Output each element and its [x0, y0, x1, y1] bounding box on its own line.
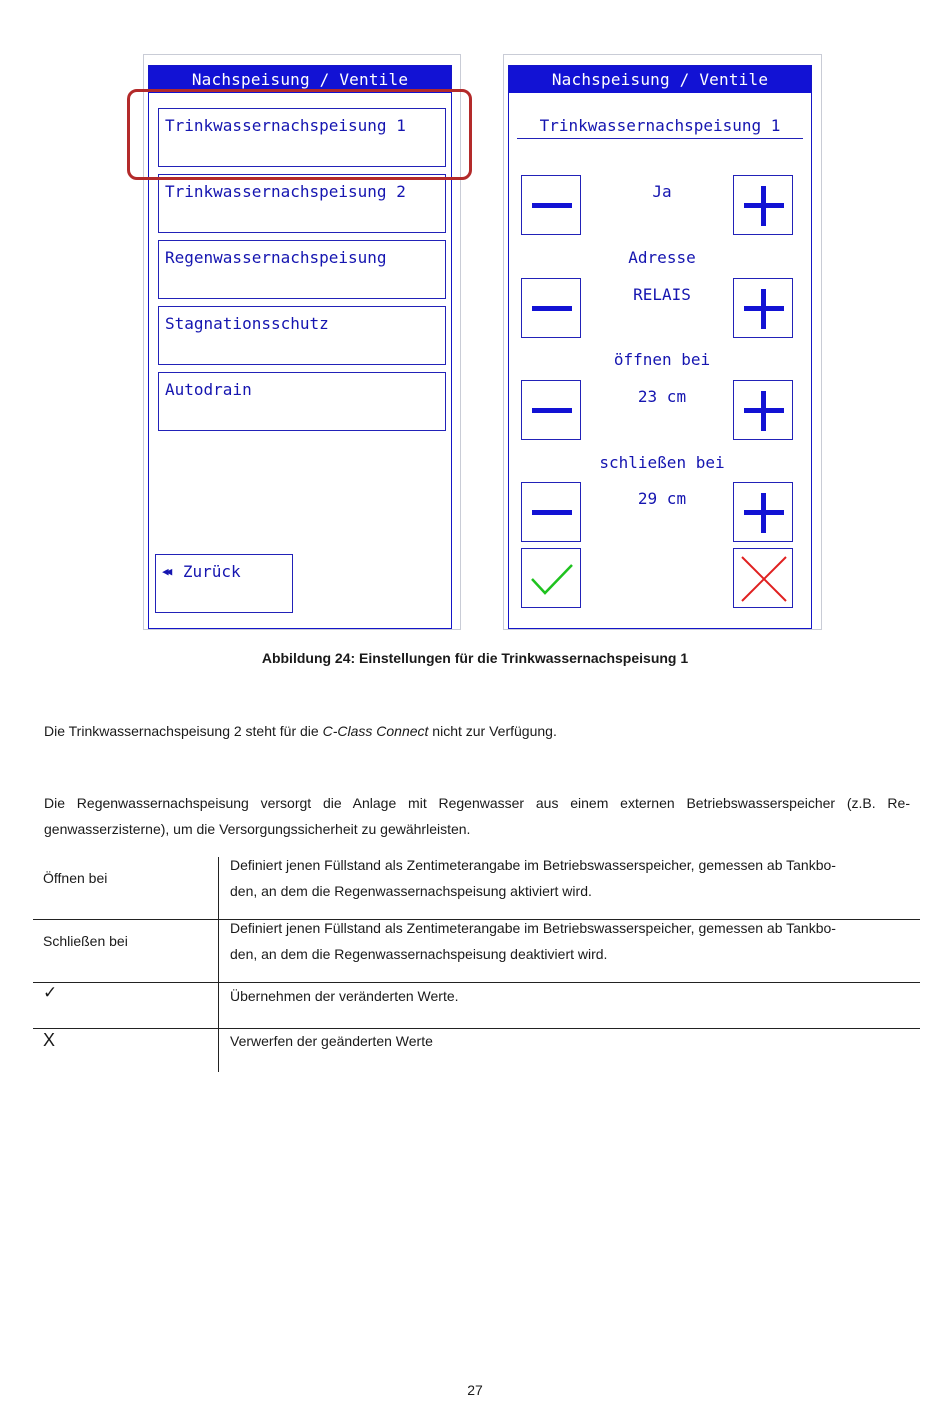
checkmark-icon: [522, 549, 582, 609]
table-term-oeffnen: Öffnen bei: [43, 870, 108, 886]
open-value: 23 cm: [637, 387, 687, 406]
close-plus-button[interactable]: [733, 482, 793, 542]
table-desc-checkmark: Übernehmen der veränderten Werte.: [230, 988, 459, 1004]
menu-item-label: Regenwassernachspeisung: [165, 248, 387, 267]
close-minus-button[interactable]: [521, 482, 581, 542]
table-term-x: X: [43, 1030, 56, 1050]
menu-item-trinkwasser-2[interactable]: [158, 174, 446, 233]
minus-icon: [522, 279, 582, 339]
menu-item-autodrain[interactable]: [158, 372, 446, 431]
table-desc-x: Verwerfen der geänderten Werte: [230, 1033, 433, 1049]
figure-caption: Abbildung 24: Einstellungen für die Trinkwassernachspeisung 1: [261, 650, 689, 666]
product-name: C-Class Connect: [322, 723, 429, 739]
table-desc-line: Definiert jenen Füllstand als Zentimeterangabe im Betriebswasserspeicher, gemessen ab Tankbo-: [230, 920, 836, 936]
plus-icon: [734, 279, 794, 339]
page-number: 27: [467, 1382, 483, 1398]
right-screen-frame: [508, 65, 812, 629]
address-plus-button[interactable]: [733, 278, 793, 338]
open-plus-button[interactable]: [733, 380, 793, 440]
address-minus-button[interactable]: [521, 278, 581, 338]
open-label: öffnen bei: [613, 350, 711, 369]
menu-item-stagnationsschutz[interactable]: [158, 306, 446, 365]
table-term-schliessen: Schließen bei: [43, 933, 128, 949]
enabled-plus-button[interactable]: [733, 175, 793, 235]
table-desc-line: den, an dem die Regenwassernachspeisung aktiviert wird.: [230, 883, 592, 899]
left-screen-title: Nachspeisung / Ventile: [149, 66, 451, 93]
open-minus-button[interactable]: [521, 380, 581, 440]
minus-icon: [522, 381, 582, 441]
plus-icon: [734, 176, 794, 236]
highlight-frame: [127, 89, 472, 180]
enabled-value: Ja: [652, 182, 672, 201]
right-screen-title: Nachspeisung / Ventile: [509, 66, 811, 93]
menu-item-label: Autodrain: [165, 380, 252, 399]
table-desc-line: den, an dem die Regenwassernachspeisung deaktiviert wird.: [230, 946, 608, 962]
table-desc-schliessen: [230, 915, 895, 967]
minus-icon: [522, 176, 582, 236]
confirm-button[interactable]: [521, 548, 581, 608]
subtitle-divider: [517, 138, 803, 139]
menu-item-label: Stagnationsschutz: [165, 314, 329, 333]
close-value: 29 cm: [637, 489, 687, 508]
cancel-button[interactable]: [733, 548, 793, 608]
right-screen: [503, 54, 822, 630]
table-desc-line: Definiert jenen Füllstand als Zentimeterangabe im Betriebswasserspeicher, gemessen ab Tankbo-: [230, 857, 836, 873]
table-desc-oeffnen: [230, 852, 895, 904]
minus-icon: [522, 483, 582, 543]
x-icon: [734, 549, 794, 609]
address-label: Adresse: [628, 248, 696, 267]
close-label: schließen bei: [599, 453, 725, 472]
paragraph-regenwasser-line-2: genwasserzisterne), um die Versorgungssicherheit zu gewährleisten.: [44, 821, 471, 837]
back-arrows-icon: ◀◀: [162, 565, 170, 578]
back-button-label: Zurück: [182, 562, 241, 581]
plus-icon: [734, 483, 794, 543]
menu-item-label: Trinkwassernachspeisung 2: [165, 182, 406, 201]
plus-icon: [734, 381, 794, 441]
menu-item-regenwasser[interactable]: [158, 240, 446, 299]
right-screen-subtitle: Trinkwassernachspeisung 1: [539, 116, 781, 135]
menu-item-label: Trinkwassernachspeisung 1: [165, 116, 406, 135]
table-divider-vertical: [218, 857, 219, 1072]
table-term-checkmark: ✓: [43, 983, 58, 1002]
paragraph-regenwasser-line-1: Die Regenwassernachspeisung versorgt die Anlage mit Regenwasser aus einem externen Betriebswasserspeicher (z.B. Re-: [44, 795, 910, 811]
enabled-minus-button[interactable]: [521, 175, 581, 235]
back-button[interactable]: [155, 554, 293, 613]
address-value: RELAIS: [633, 285, 691, 304]
paragraph-text: Die Trinkwassernachspeisung 2 steht für die: [44, 723, 323, 739]
paragraph-text: nicht zur Verfügung.: [428, 723, 557, 739]
paragraph-trinkwasser-2: [44, 718, 910, 744]
